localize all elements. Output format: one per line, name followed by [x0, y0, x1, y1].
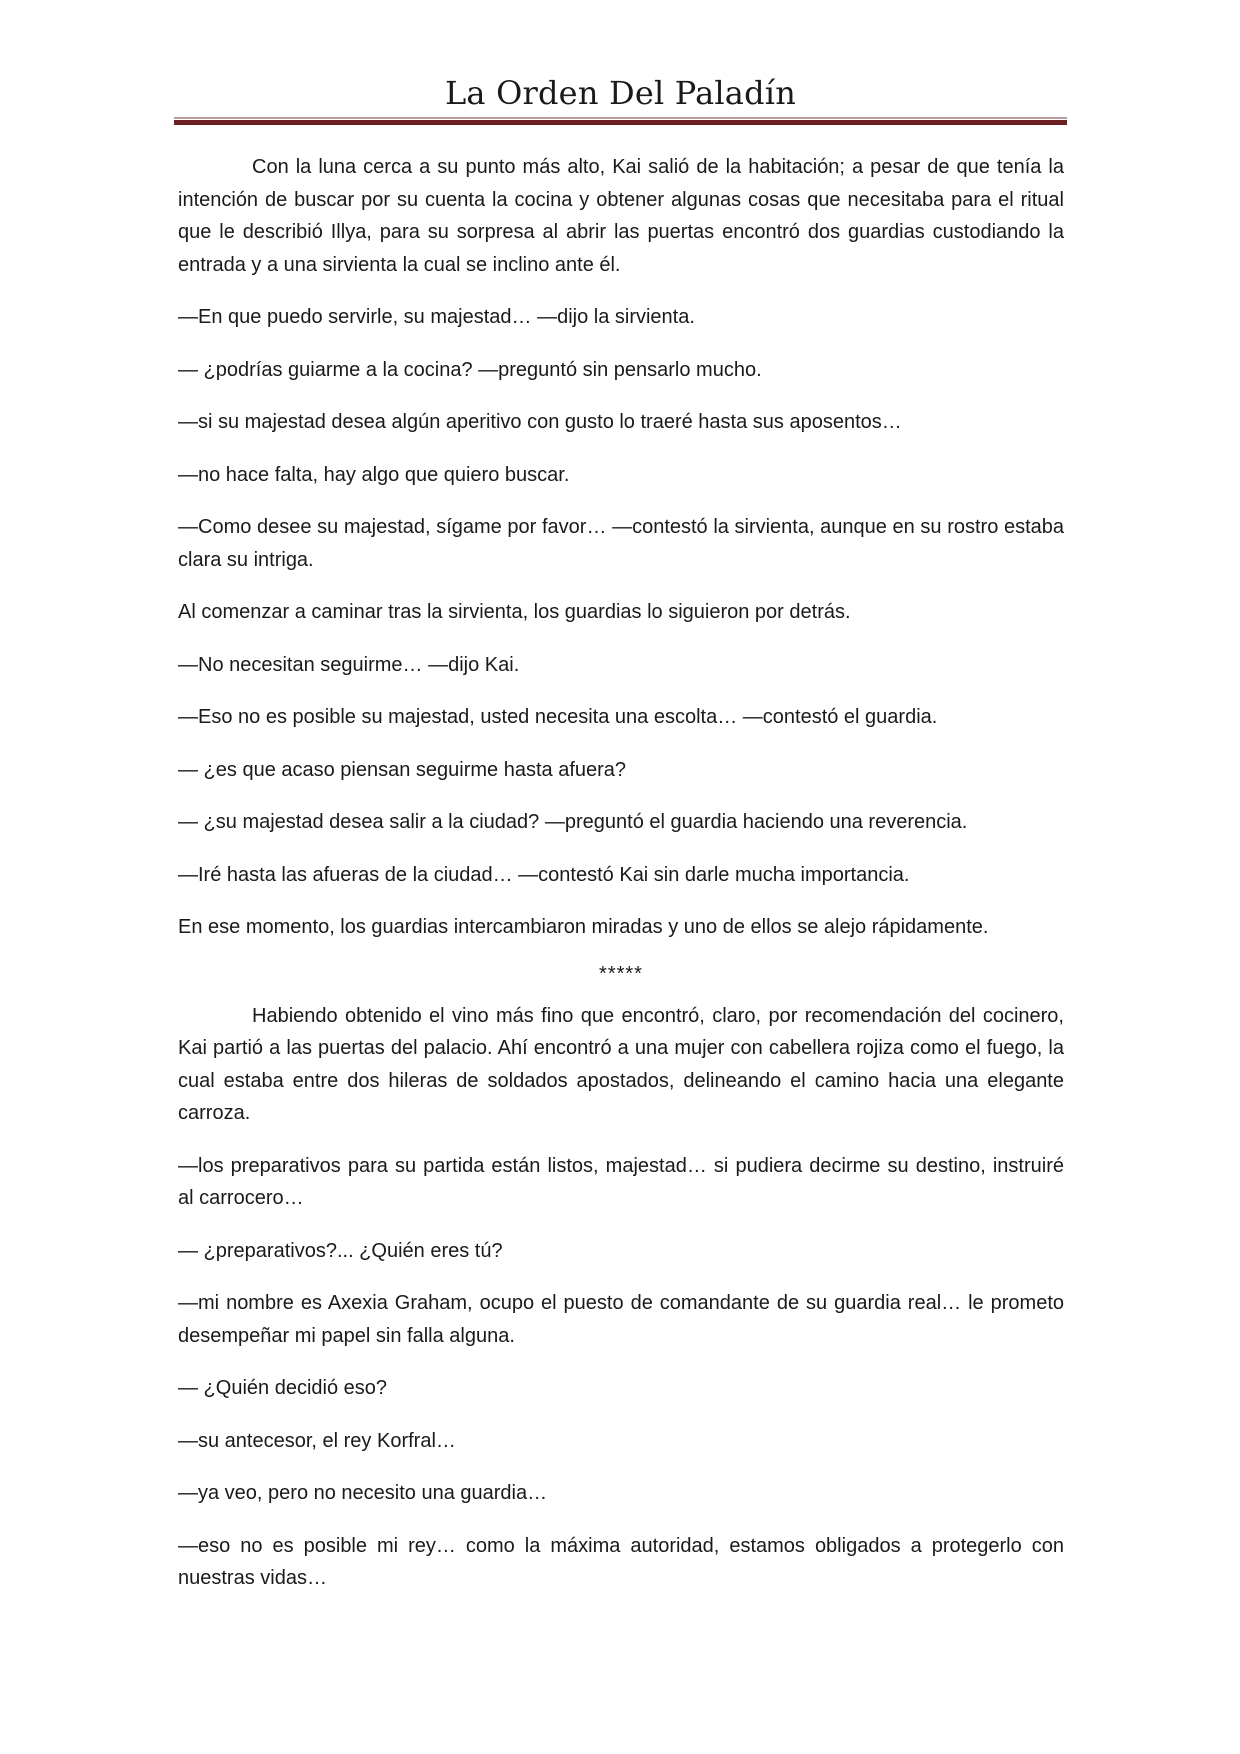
header-title: La Orden Del Paladín	[444, 74, 797, 112]
paragraph: —En que puedo servirle, su majestad… —dijo la sirvienta.	[178, 306, 695, 328]
body-text	[178, 151, 1064, 1615]
paragraph: —si su majestad desea algún aperitivo con gusto lo traeré hasta sus aposentos…	[178, 411, 902, 433]
paragraph: — ¿es que acaso piensan seguirme hasta afuera?	[178, 758, 627, 781]
paragraph: —su antecesor, el rey Korfral…	[178, 1429, 456, 1452]
header-rule-thin-line	[174, 117, 1067, 119]
paragraph: Al comenzar a caminar tras la sirvienta, los guardias lo siguieron por detrás.	[178, 601, 851, 623]
scene-separator: *****	[599, 962, 643, 985]
paragraph: —no hace falta, hay algo que quiero buscar.	[178, 463, 570, 486]
page-header	[174, 70, 1067, 116]
paragraph: —eso no es posible mi rey… como la máxima autoridad, estamos obligados a protegerlo con nuestras vidas…	[178, 1534, 1064, 1589]
paragraph: — ¿preparativos?... ¿Quién eres tú?	[178, 1239, 503, 1262]
paragraph: —Iré hasta las afueras de la ciudad… —contestó Kai sin darle mucha importancia.	[178, 863, 910, 886]
paragraph: —ya veo, pero no necesito una guardia…	[178, 1482, 548, 1504]
paragraph: — ¿Quién decidió eso?	[178, 1377, 388, 1399]
paragraph: —Eso no es posible su majestad, usted necesita una escolta… —contestó el guardia.	[178, 706, 938, 728]
paragraph: — ¿su majestad desea salir a la ciudad? —preguntó el guardia haciendo una reverencia.	[178, 811, 968, 833]
paragraph: Habiendo obtenido el vino más fino que encontró, claro, por recomendación del cocinero, Kai partió a las puertas del palacio. Ahí encontró a una mujer con cabellera rojiza como el fuego, la cual estaba entre dos hileras de soldados apostados, delineando el camino hacia una elegante carroza.	[178, 1004, 1064, 1124]
paragraph: En ese momento, los guardias intercambiaron miradas y uno de ellos se alejo rápidamente.	[178, 916, 989, 938]
paragraph: —los preparativos para su partida están listos, majestad… si pudiera decirme su destino, instruiré al carrocero…	[178, 1154, 1064, 1209]
header-rule	[174, 117, 1067, 126]
paragraph: —Como desee su majestad, sígame por favor… —contestó la sirvienta, aunque en su rostro estaba clara su intriga.	[178, 516, 1064, 571]
paragraph: —No necesitan seguirme… —dijo Kai.	[178, 653, 520, 676]
paragraph: — ¿podrías guiarme a la cocina? —preguntó sin pensarlo mucho.	[178, 358, 762, 381]
paragraph: Con la luna cerca a su punto más alto, Kai salió de la habitación; a pesar de que tenía la intención de buscar por su cuenta la cocina y obtener algunas cosas que necesitaba para el ritual que le describió Illya, para su sorpresa al abrir las puertas encontró dos guardias custodiando la entrada y a una sirvienta la cual se inclino ante él.	[178, 156, 1064, 276]
header-rule-thick-line	[174, 120, 1067, 125]
paragraph: —mi nombre es Axexia Graham, ocupo el puesto de comandante de su guardia real… le prometo desempeñar mi papel sin falla alguna.	[178, 1292, 1064, 1347]
